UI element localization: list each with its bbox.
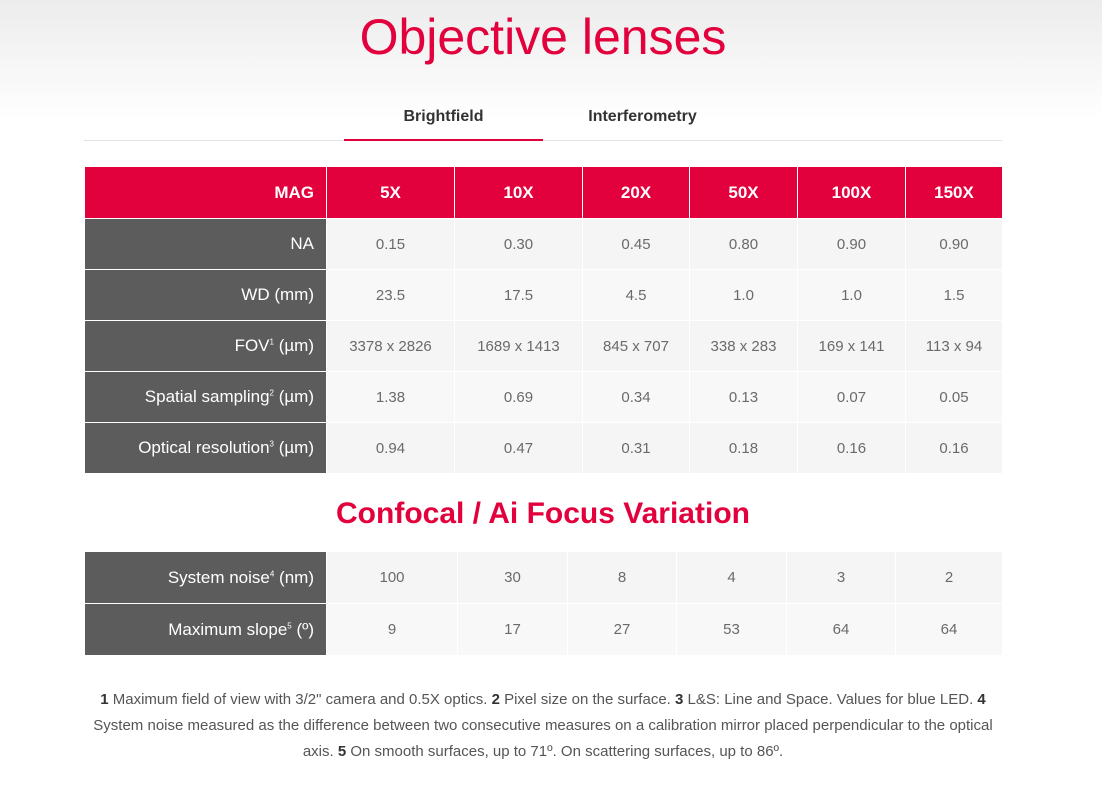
footnote-number: 5 xyxy=(337,743,347,760)
row-label: Spatial sampling$^2$ (µm) xyxy=(85,372,327,423)
page-title: Objective lenses xyxy=(359,9,727,65)
table-cell: 0.30 xyxy=(455,219,583,270)
table-cell: 100 xyxy=(327,552,458,604)
table-cell: 3378 x 2826 xyxy=(327,321,455,372)
table-cell: 4.5 xyxy=(583,270,690,321)
tab-brightfield[interactable]: Brightfield xyxy=(344,96,543,141)
footnote-number: 2 xyxy=(491,691,500,708)
table-cell: 169 x 141 xyxy=(798,321,906,372)
header-20x: 20X xyxy=(583,167,690,219)
table-row xyxy=(85,423,1003,474)
header-100x: 100X xyxy=(798,167,906,219)
table-cell: 0.31 xyxy=(583,423,690,474)
table-cell: 0.45 xyxy=(583,219,690,270)
footnote-text: L&S: Line and Space. Values for blue LED. xyxy=(683,691,978,708)
table-cell: 0.15 xyxy=(327,219,455,270)
row-label: FOV$^1$ (µm) xyxy=(85,321,327,372)
table-cell: 845 x 707 xyxy=(583,321,690,372)
table-cell: 0.34 xyxy=(583,372,690,423)
tab-interferometry[interactable]: Interferometry xyxy=(588,108,697,125)
header-50x: 50X xyxy=(690,167,798,219)
table-row xyxy=(85,372,1003,423)
table-cell: 1.0 xyxy=(798,270,906,321)
table-cell: 9 xyxy=(327,604,458,656)
table-cell: 113 x 94 xyxy=(906,321,1003,372)
table-cell: 17.5 xyxy=(455,270,583,321)
table-cell: 3 xyxy=(787,552,896,604)
table-cell: 1.38 xyxy=(327,372,455,423)
table-cell: 0.07 xyxy=(798,372,906,423)
row-label: NA xyxy=(85,219,327,270)
table-cell: 64 xyxy=(896,604,1003,656)
header-150x: 150X xyxy=(906,167,1003,219)
footnote-number: 3 xyxy=(675,691,684,708)
footnote-number: 4 xyxy=(977,691,986,708)
table-cell: 0.16 xyxy=(906,423,1003,474)
table-cell: 0.90 xyxy=(906,219,1003,270)
table-cell: 338 x 283 xyxy=(690,321,798,372)
header-mag: MAG xyxy=(85,167,327,219)
table-cell: 23.5 xyxy=(327,270,455,321)
table-cell: 8 xyxy=(568,552,677,604)
table-cell: 0.69 xyxy=(455,372,583,423)
table-cell: 0.94 xyxy=(327,423,455,474)
table-cell: 1.0 xyxy=(690,270,798,321)
header-5x: 5X xyxy=(327,167,455,219)
footnote-text: System noise measured as the difference between two consecutive measures on a calibration mirror placed perpendicular to the optical axis. xyxy=(93,717,993,760)
row-label: System noise$^4$ (nm) xyxy=(85,552,327,604)
objective-specs-table xyxy=(84,166,1003,474)
table-cell: 4 xyxy=(677,552,787,604)
table-cell: 0.16 xyxy=(798,423,906,474)
row-label: WD (mm) xyxy=(85,270,327,321)
table-cell: 1.5 xyxy=(906,270,1003,321)
row-label: Optical resolution$^3$ (µm) xyxy=(85,423,327,474)
table-cell: 53 xyxy=(677,604,787,656)
table-cell: 64 xyxy=(787,604,896,656)
footnotes xyxy=(84,687,1002,765)
header-10x: 10X xyxy=(455,167,583,219)
table-cell: 0.05 xyxy=(906,372,1003,423)
row-label: Maximum slope$^5$ (º) xyxy=(85,604,327,656)
footnote-text: On smooth surfaces, up to 71º. On scattering surfaces, up to 86º. xyxy=(346,743,784,760)
table-cell: 0.18 xyxy=(690,423,798,474)
table-header-row xyxy=(85,167,1003,219)
table-cell: 17 xyxy=(458,604,568,656)
table-row xyxy=(85,321,1003,372)
table-cell: 0.13 xyxy=(690,372,798,423)
confocal-specs-table xyxy=(84,551,1003,656)
table-row xyxy=(85,270,1003,321)
table-cell: 27 xyxy=(568,604,677,656)
table-cell: 0.47 xyxy=(455,423,583,474)
footnote-text: Maximum field of view with 3/2" camera and 0.5X optics. xyxy=(108,691,492,708)
table-cell: 2 xyxy=(896,552,1003,604)
table-row xyxy=(85,604,1003,656)
table-row xyxy=(85,552,1003,604)
section-subtitle: Confocal / Ai Focus Variation xyxy=(336,497,750,530)
table-cell: 0.80 xyxy=(690,219,798,270)
table-cell: 0.90 xyxy=(798,219,906,270)
table-cell: 1689 x 1413 xyxy=(455,321,583,372)
table-cell: 30 xyxy=(458,552,568,604)
footnote-text: Pixel size on the surface. xyxy=(499,691,675,708)
table-row xyxy=(85,219,1003,270)
footnote-number: 1 xyxy=(100,691,109,708)
tab-bar xyxy=(84,96,1002,141)
